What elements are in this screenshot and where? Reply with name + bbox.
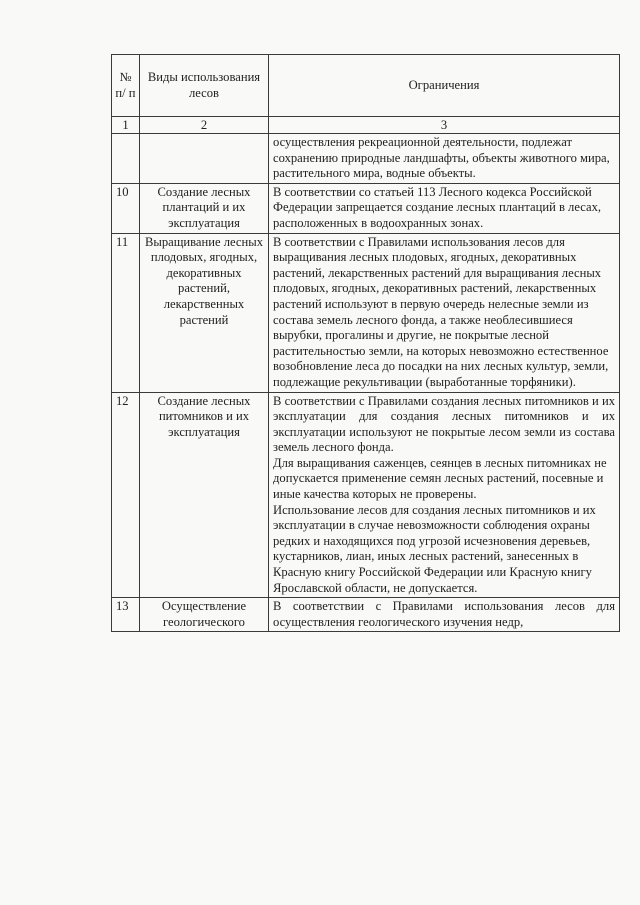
table-row xyxy=(112,598,620,632)
table-row xyxy=(112,183,620,233)
row-restrictions xyxy=(269,392,620,598)
row-restrictions xyxy=(269,134,620,184)
table-row xyxy=(112,134,620,184)
restriction-paragraph: Для выращивания саженцев, сеянцев в лесных питомниках не допускается применение семян лесных растений, посевные и иные качества которых не проверены. xyxy=(273,455,607,502)
row-kind-of-use: Выращивание лесных плодовых, ягодных, декоративных растений, лекарственных растений xyxy=(140,233,269,392)
row-kind-of-use: Создание лесных питомников и их эксплуатация xyxy=(140,392,269,598)
row-kind-of-use xyxy=(140,134,269,184)
row-restrictions xyxy=(269,598,620,632)
header-kind-of-use: Виды использования лесов xyxy=(140,55,269,117)
table-row xyxy=(112,233,620,392)
column-number-1: 1 xyxy=(112,117,140,134)
row-restrictions xyxy=(269,183,620,233)
column-number-3: 3 xyxy=(269,117,620,134)
column-number-2: 2 xyxy=(140,117,269,134)
row-number: 13 xyxy=(112,598,140,632)
row-number: 10 xyxy=(112,183,140,233)
table-header-row xyxy=(112,55,620,117)
restriction-paragraph: В соответствии с Правилами использования лесов для выращивания лесных плодовых, ягодных, декоративных растений, лекарственных растений для выращивания лесных плодовых, ягодных, декоративных растений, лекарственных растений используют в первую очередь нелесные земли из состава земель лесного фонда, а также необлесившиеся вырубки, прогалины и другие, не покрытые лесной растительностью земли, на которых невозможно естественное возобновление леса до посадки на них лесных культур, земли, подлежащие рекультивации (выработанные торфяники). xyxy=(273,234,609,389)
column-numbering-row xyxy=(112,117,620,134)
row-number xyxy=(112,134,140,184)
restriction-paragraph: Использование лесов для создания лесных питомников и их эксплуатации в случае невозможности соблюдения охраны редких и находящихся под угрозой исчезновения деревьев, кустарников, лиан, иных лесных растений, занесенных в Красную книгу Российской Федерации или Красную книгу Ярославской области, не допускается. xyxy=(273,502,596,595)
row-kind-of-use: Осуществление геологического xyxy=(140,598,269,632)
restriction-paragraph: осуществления рекреационной деятельности, подлежат сохранению природные ландшафты, объекты животного мира, растительного мира, водные объекты. xyxy=(273,135,610,181)
header-restrictions: Ограничения xyxy=(269,55,620,117)
table-row xyxy=(112,392,620,598)
row-number: 11 xyxy=(112,233,140,392)
restriction-paragraph: В соответствии с Правилами создания лесных питомников и их эксплуатации для создания лесных питомников и их эксплуатации используют не покрытые лесом земли из состава земель лесного фонда. xyxy=(273,393,615,455)
header-number: № п/ п xyxy=(112,55,140,117)
restriction-paragraph: В соответствии со статьей 113 Лесного кодекса Российской Федерации запрещается создание лесных плантаций в лесах, расположенных в водоохранных зонах. xyxy=(273,184,602,230)
forest-use-restrictions-table xyxy=(111,54,620,632)
row-number: 12 xyxy=(112,392,140,598)
row-kind-of-use: Создание лесных плантаций и их эксплуатация xyxy=(140,183,269,233)
restriction-paragraph: В соответствии с Правилами использования лесов для осуществления геологического изучения недр, xyxy=(273,599,615,629)
row-restrictions xyxy=(269,233,620,392)
